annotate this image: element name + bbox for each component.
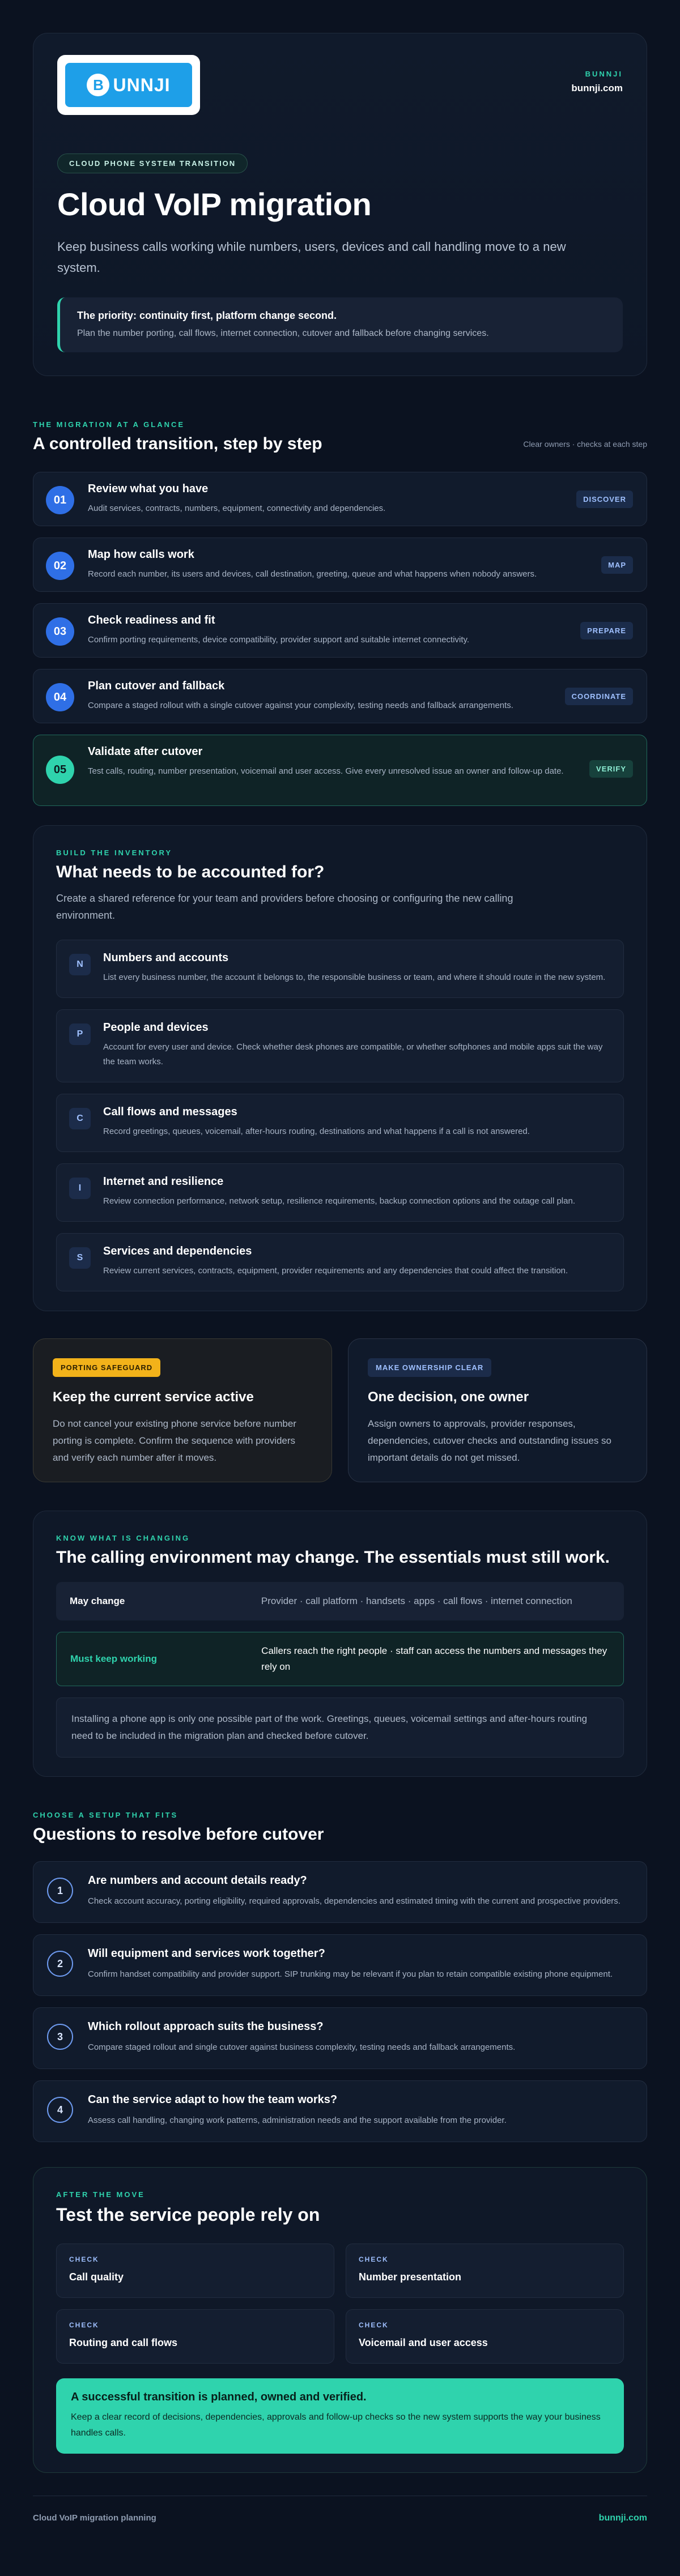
section-title: A controlled transition, step by step <box>33 434 322 453</box>
inventory-item-text: Review current services, contracts, equipment, provider requirements and any dependencies that could affect the transition. <box>103 1266 568 1276</box>
row-label: May change <box>70 1596 125 1606</box>
guidance-cards <box>33 1338 647 1482</box>
internet-icon: I <box>69 1178 91 1199</box>
step-title: Validate after cutover <box>88 745 203 758</box>
question-title: Are numbers and account details ready? <box>88 1874 307 1887</box>
question-item <box>33 2080 647 2142</box>
step-tag: PREPARE <box>580 622 633 639</box>
hero-card <box>33 33 647 376</box>
step-text: Test calls, routing, number presentation, voicemail and user access. Give every unresolved issue an owner and follow-up date. <box>88 766 564 776</box>
section-eyebrow: AFTER THE MOVE <box>56 2190 145 2199</box>
inventory-list <box>56 940 624 1291</box>
changing-note: Installing a phone app is only one possible part of the work. Greetings, queues, voicemail settings and after-hours routing need to be included in the migration plan and checked before cutover. <box>56 1698 624 1758</box>
section-title: Questions to resolve before cutover <box>33 1825 324 1844</box>
step-number-icon: 02 <box>46 552 74 580</box>
step-number-icon: 04 <box>46 683 74 711</box>
step-item <box>33 538 647 592</box>
inventory-card <box>33 825 647 1311</box>
step-title: Plan cutover and fallback <box>88 680 225 692</box>
check-label: CHECK <box>359 2255 389 2263</box>
topic-pill: CLOUD PHONE SYSTEM TRANSITION <box>57 153 248 173</box>
section-eyebrow: KNOW WHAT IS CHANGING <box>56 1534 190 1542</box>
step-number-icon: 05 <box>46 756 74 784</box>
check-title: Number presentation <box>359 2271 462 2283</box>
brand-label: BUNNJI <box>585 70 623 78</box>
question-number-icon: 4 <box>47 2097 73 2123</box>
step-text: Audit services, contracts, numbers, equipment, connectivity and dependencies. <box>88 504 386 513</box>
brand-logo[interactable] <box>57 55 200 115</box>
inventory-item <box>56 1163 624 1222</box>
inventory-item-title: Call flows and messages <box>103 1106 237 1118</box>
check-item <box>346 2244 624 2298</box>
step-tag: MAP <box>601 556 633 574</box>
step-list <box>33 472 647 806</box>
check-item <box>56 2244 334 2298</box>
footer-link[interactable]: bunnji.com <box>598 2513 647 2523</box>
people-icon: P <box>69 1023 91 1045</box>
step-text: Compare a staged rollout with a single cutover against your complexity, testing needs and fallback arrangements. <box>88 701 513 710</box>
after-move-card <box>33 2167 647 2473</box>
numbers-icon: N <box>69 954 91 975</box>
question-text: Compare staged rollout and single cutover against business complexity, testing needs and fallback arrangements. <box>88 2042 516 2052</box>
step-item <box>33 669 647 723</box>
success-title: A successful transition is planned, owned and verified. <box>71 2391 367 2403</box>
inventory-item-title: Numbers and accounts <box>103 952 229 964</box>
step-text: Record each number, its users and devices, call destination, greeting, queue and what happens when nobody answers. <box>88 569 537 579</box>
question-text: Assess call handling, changing work patterns, administration needs and the support available from the provider. <box>88 2116 507 2125</box>
brand-url-link[interactable]: bunnji.com <box>571 83 623 93</box>
step-item <box>33 603 647 658</box>
question-list <box>33 1861 647 2142</box>
success-callout <box>56 2378 624 2454</box>
questions-section <box>33 1811 647 2142</box>
check-title: Voicemail and user access <box>359 2337 488 2348</box>
question-number-icon: 3 <box>47 2024 73 2050</box>
question-item <box>33 1861 647 1923</box>
step-number-icon: 01 <box>46 486 74 514</box>
step-title: Review what you have <box>88 483 209 495</box>
inventory-item <box>56 1233 624 1291</box>
step-title: Check readiness and fit <box>88 614 215 626</box>
info-badge: MAKE OWNERSHIP CLEAR <box>368 1358 491 1377</box>
row-label: Must keep working <box>70 1653 158 1664</box>
inventory-intro: Create a shared reference for your team and providers before choosing or configuring the new calling environment. <box>56 893 513 921</box>
step-number-icon: 03 <box>46 617 74 646</box>
check-item <box>346 2309 624 2364</box>
ownership-card <box>348 1338 647 1482</box>
priority-title: The priority: continuity first, platform change second. <box>77 310 337 321</box>
question-number-icon: 1 <box>47 1878 73 1904</box>
card-title: Keep the current service active <box>53 1389 254 1405</box>
inventory-item-text: Record greetings, queues, voicemail, after-hours routing, destinations and what happens if a call is not answered. <box>103 1127 530 1136</box>
migration-overview <box>33 420 647 806</box>
footer-label: Cloud VoIP migration planning <box>33 2513 156 2523</box>
step-title: Map how calls work <box>88 548 194 561</box>
changing-card <box>33 1511 647 1777</box>
question-text: Check account accuracy, porting eligibility, required approvals, dependencies and estimated timing with the current and prospective providers. <box>88 1896 620 1906</box>
step-item-active <box>33 735 647 806</box>
row-value: Provider · call platform · handsets · apps · call flows · internet connection <box>261 1596 572 1606</box>
section-title: What needs to be accounted for? <box>56 863 325 881</box>
section-eyebrow: THE MIGRATION AT A GLANCE <box>33 420 185 429</box>
check-title: Routing and call flows <box>69 2337 178 2348</box>
may-change-row <box>56 1582 624 1620</box>
inventory-item <box>56 940 624 998</box>
check-label: CHECK <box>69 2321 99 2329</box>
inventory-item-text: Account for every user and device. Check whether desk phones are compatible, or whether softphones and mobile apps suit the way the team works. <box>103 1042 603 1067</box>
check-label: CHECK <box>359 2321 389 2329</box>
hero-lead: Keep business calls working while numbers, users, devices and call handling move to a new system. <box>57 240 566 275</box>
inventory-item-title: Internet and resilience <box>103 1175 224 1188</box>
step-tag: VERIFY <box>589 760 633 778</box>
porting-safeguard-card <box>33 1338 332 1482</box>
check-label: CHECK <box>69 2255 99 2263</box>
check-item <box>56 2309 334 2364</box>
card-text: Do not cancel your existing phone service before number porting is complete. Confirm the sequence with providers and verify each number after it moves. <box>53 1418 296 1463</box>
logo-wordmark: UNNJI <box>113 74 171 95</box>
inventory-item <box>56 1009 624 1082</box>
priority-callout <box>57 297 623 352</box>
warning-badge: PORTING SAFEGUARD <box>53 1358 160 1377</box>
check-grid <box>56 2244 624 2364</box>
section-title: Test the service people rely on <box>56 2204 320 2225</box>
call-flows-icon: C <box>69 1108 91 1129</box>
inventory-item-title: People and devices <box>103 1021 209 1034</box>
question-item <box>33 2007 647 2069</box>
question-title: Will equipment and services work together? <box>88 1947 325 1960</box>
hero-brand <box>571 70 623 94</box>
success-text: Keep a clear record of decisions, dependencies, approvals and follow-up checks so the new system supports the way your business handles calls. <box>71 2412 601 2438</box>
section-title: The calling environment may change. The essentials must still work. <box>56 1548 610 1567</box>
card-text: Assign owners to approvals, provider responses, dependencies, cutover checks and outstanding issues so important details do not get missed. <box>368 1418 611 1463</box>
question-title: Can the service adapt to how the team works? <box>88 2093 338 2106</box>
question-number-icon: 2 <box>47 1951 73 1977</box>
section-eyebrow: BUILD THE INVENTORY <box>56 848 173 857</box>
inventory-item <box>56 1094 624 1152</box>
question-title: Which rollout approach suits the business? <box>88 2020 324 2033</box>
overview-note: Clear owners · checks at each step <box>523 440 647 449</box>
check-title: Call quality <box>69 2271 124 2283</box>
inventory-item-title: Services and dependencies <box>103 1245 252 1257</box>
footer <box>33 2496 647 2523</box>
inventory-item-text: List every business number, the account it belongs to, the responsible business or team, and where it should route in the new system. <box>103 973 606 982</box>
step-tag: DISCOVER <box>576 491 633 508</box>
step-tag: COORDINATE <box>565 688 633 705</box>
inventory-item-text: Review connection performance, network setup, resilience requirements, backup connection options and the outage call plan. <box>103 1196 575 1206</box>
question-text: Confirm handset compatibility and provider support. SIP trunking may be relevant if you plan to retain compatible existing phone equipment. <box>88 1969 613 1979</box>
section-eyebrow: CHOOSE A SETUP THAT FITS <box>33 1811 178 1819</box>
step-text: Confirm porting requirements, device compatibility, provider support and suitable internet connectivity. <box>88 635 470 645</box>
services-icon: S <box>69 1247 91 1269</box>
logo-mark-icon: B <box>87 74 109 96</box>
page-title: Cloud VoIP migration <box>57 186 372 222</box>
row-value: Callers reach the right people · staff can access the numbers and messages they rely on <box>261 1645 607 1672</box>
priority-text: Plan the number porting, call flows, internet connection, cutover and fallback before changing services. <box>77 329 489 338</box>
card-title: One decision, one owner <box>368 1389 529 1405</box>
question-item <box>33 1934 647 1996</box>
step-item <box>33 472 647 526</box>
must-keep-row <box>56 1632 624 1686</box>
